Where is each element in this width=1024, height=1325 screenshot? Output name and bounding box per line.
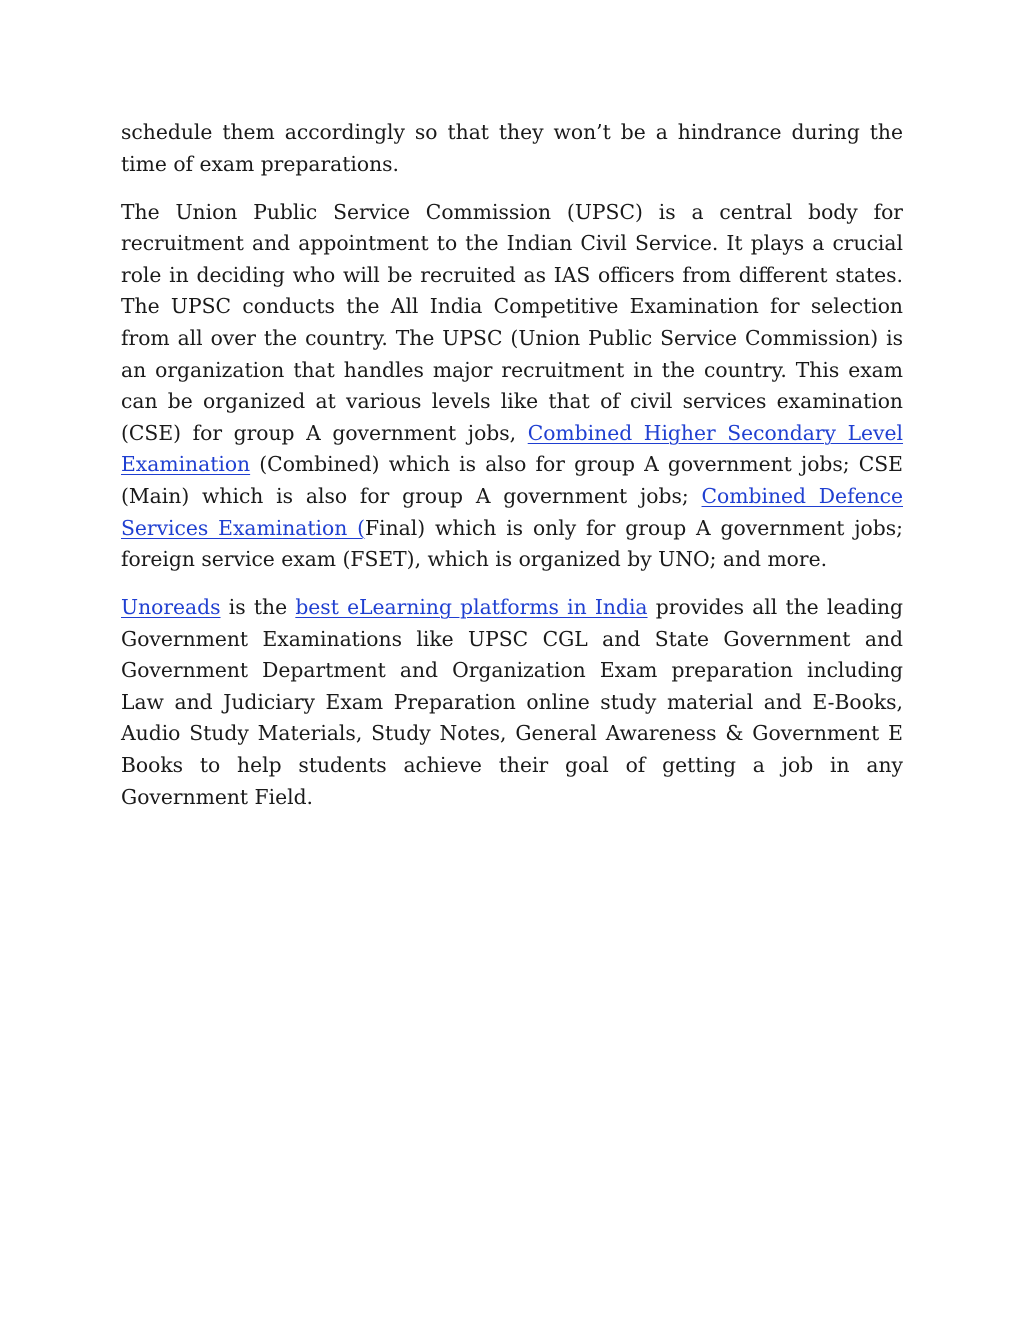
- paragraph-text: provides all the leading Government Examinations like UPSC CGL and State Government and Government Department and Organization Exam preparation including Law and Judiciary Exam Preparation online study material and E-Books, Audio Study Materials, Study Notes, General Awareness & Government E Books to help students achieve their goal of getting a job in any Government Field.: [121, 595, 903, 809]
- combined-defence-services-link[interactable]: Combined Defence Services Examination (: [121, 483, 903, 540]
- paragraph-exam-schedule: [121, 117, 903, 180]
- paragraph-text: (Combined) which is also for group A government jobs; CSE (Main) which is also for group A government jobs;: [121, 452, 903, 508]
- paragraph-text: Final) which is only for group A government jobs; foreign service exam (FSET), which is organized by UNO; and more.: [121, 515, 903, 572]
- combined-higher-secondary-link[interactable]: Combined Higher Secondary Level Examination: [121, 420, 904, 477]
- paragraph-unoreads: [121, 592, 903, 813]
- best-elearning-platforms-link[interactable]: best eLearning platforms in India: [295, 595, 648, 620]
- paragraph-text: is the: [220, 595, 296, 620]
- paragraph-text: schedule them accordingly so that they won’t be a hindrance during the time of exam preparations.: [121, 120, 903, 176]
- document-page: [121, 117, 903, 830]
- paragraph-upsc-overview: [121, 197, 903, 576]
- unoreads-link[interactable]: Unoreads: [121, 595, 221, 620]
- paragraph-text: The Union Public Service Commission (UPSC) is a central body for recruitment and appointment to the Indian Civil Service. It plays a crucial role in deciding who will be recruited as IAS officers from different states. The UPSC conducts the All India Competitive Examination for selection from all over the country. The UPSC (Union Public Service Commission) is an organization that handles major recruitment in the country. This exam can be organized at various levels like that of civil services examination (CSE) for group A government jobs,: [121, 199, 903, 445]
